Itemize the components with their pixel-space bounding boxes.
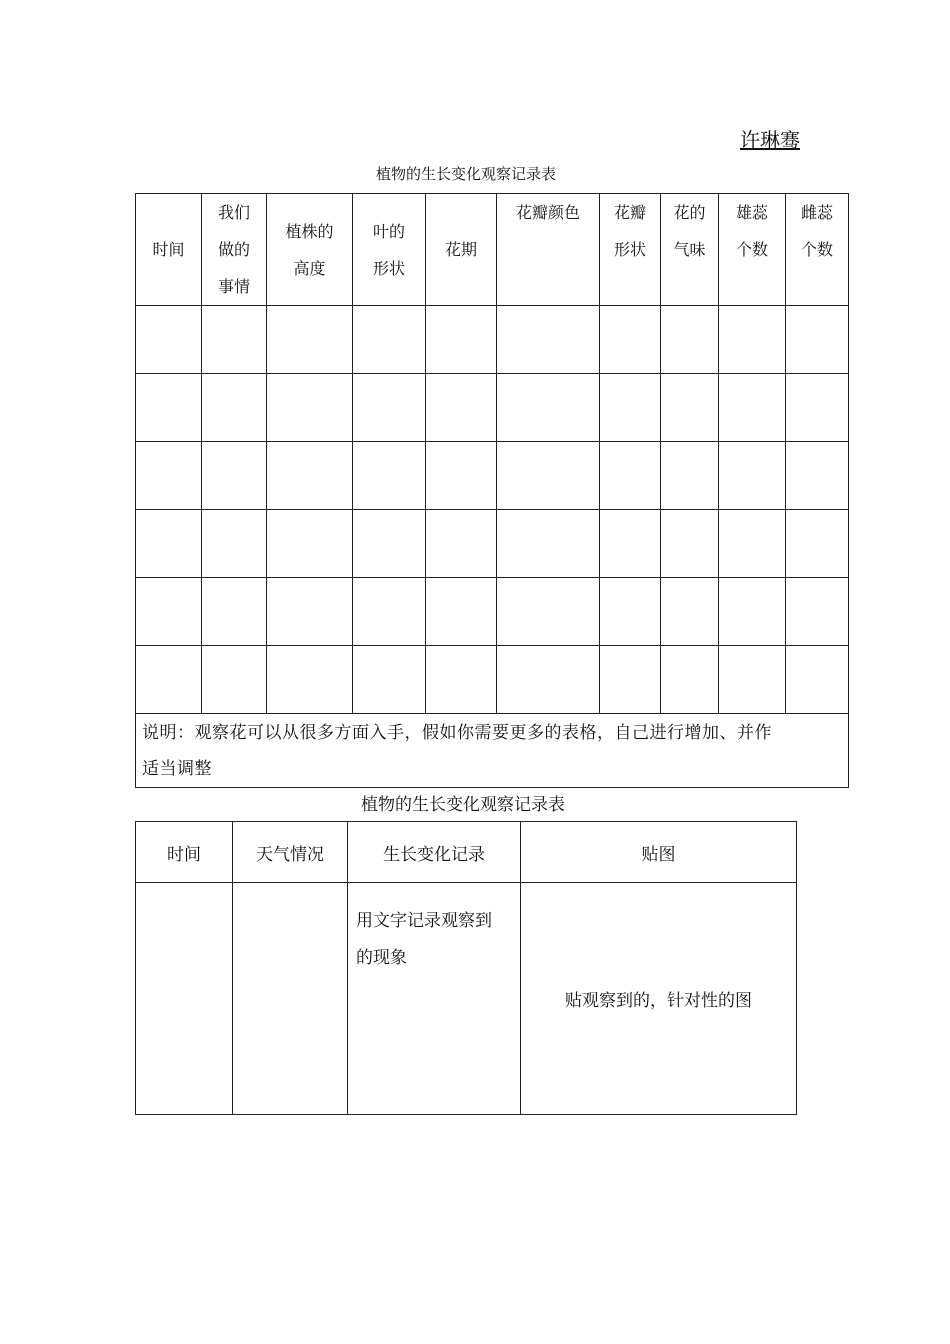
header-pistil-count: 雌蕊 个数 xyxy=(786,194,849,306)
time-cell[interactable] xyxy=(136,883,233,1115)
header-picture: 贴图 xyxy=(521,822,797,883)
table-row xyxy=(136,578,849,646)
table1-note: 说明：观察花可以从很多方面入手，假如你需要更多的表格，自己进行增加、并作 适当调整 xyxy=(136,714,849,788)
table-row xyxy=(136,510,849,578)
table1-header-row xyxy=(136,194,849,306)
header-growth-record: 生长变化记录 xyxy=(348,822,521,883)
observation-table-2 xyxy=(135,821,797,1115)
header-time: 时间 xyxy=(136,194,202,306)
table-row xyxy=(136,374,849,442)
table-row xyxy=(136,883,797,1115)
header-flowering-period: 花期 xyxy=(426,194,497,306)
header-plant-height: 植株的 高度 xyxy=(267,194,353,306)
table1-note-row xyxy=(136,714,849,788)
header-activity: 我们 做的 事情 xyxy=(202,194,267,306)
picture-cell[interactable]: 贴观察到的，针对性的图 xyxy=(521,883,797,1115)
table1-caption: 植物的生长变化观察记录表 xyxy=(376,165,557,183)
observation-table-1 xyxy=(135,193,849,788)
header-leaf-shape: 叶的 形状 xyxy=(353,194,426,306)
table-row xyxy=(136,646,849,714)
weather-cell[interactable] xyxy=(233,883,348,1115)
header-time: 时间 xyxy=(136,822,233,883)
author-name: 许琳骞 xyxy=(740,128,800,152)
table2-caption: 植物的生长变化观察记录表 xyxy=(361,795,565,815)
table2-header-row xyxy=(136,822,797,883)
header-petal-color: 花瓣颜色 xyxy=(497,194,600,306)
header-petal-shape: 花瓣 形状 xyxy=(600,194,661,306)
header-stamen-count: 雄蕊 个数 xyxy=(719,194,786,306)
table-row xyxy=(136,442,849,510)
growth-record-cell[interactable]: 用文字记录观察到 的现象 xyxy=(348,883,521,1115)
header-flower-scent: 花的 气味 xyxy=(661,194,719,306)
table-row xyxy=(136,306,849,374)
header-weather: 天气情况 xyxy=(233,822,348,883)
